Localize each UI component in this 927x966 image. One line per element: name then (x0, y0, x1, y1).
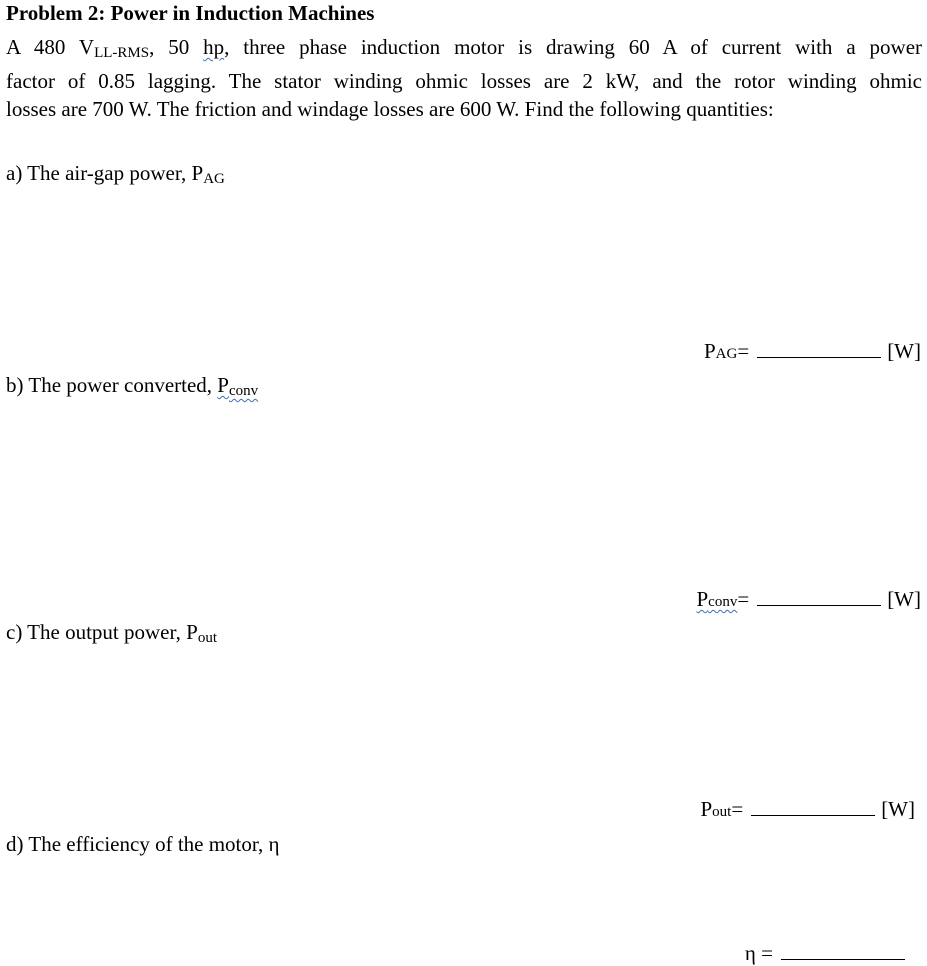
answer-c (700, 796, 915, 825)
question-b-subscript: conv (228, 383, 259, 399)
question-b (6, 372, 258, 404)
statement-line-3: losses are 700 W. The friction and windage losses are 600 W. Find the following quantities: (6, 97, 774, 121)
answer-b-equals: = (737, 587, 750, 611)
question-b-symbol: P (217, 373, 229, 397)
question-a-subscript: AG (203, 171, 225, 187)
answer-d-symbol: η = (744, 941, 773, 965)
answer-c-equals: = (731, 797, 744, 821)
answer-a (704, 338, 921, 367)
answer-a-unit: [W] (887, 339, 921, 363)
question-a-label: a) The air-gap power, P (6, 161, 204, 185)
question-b-label: b) The power converted, (6, 373, 218, 397)
answer-c-symbol: P (700, 797, 713, 821)
answer-c-unit: [W] (881, 797, 915, 821)
answer-b-symbol: P (696, 587, 709, 611)
answer-b-subscript: conv (708, 594, 738, 610)
statement-line-1 (6, 33, 922, 67)
answer-a-symbol: P (703, 339, 716, 363)
voltage-subscript: LL-RMS (94, 45, 150, 61)
answer-c-blank[interactable] (751, 797, 875, 816)
answer-b (696, 586, 921, 615)
hp-spellcheck-word: hp (203, 35, 225, 59)
statement-line-1-start: A 480 V (6, 35, 95, 59)
answer-b-unit: [W] (887, 587, 921, 611)
answer-a-subscript: AG (715, 346, 738, 362)
question-d (6, 831, 280, 857)
answer-d-blank[interactable] (781, 941, 905, 960)
question-c-subscript: out (197, 630, 217, 646)
answer-a-blank[interactable] (757, 339, 881, 358)
answer-a-equals: = (737, 339, 750, 363)
statement-line-2: factor of 0.85 lagging. The stator winding ohmic losses are 2 kW, and the rotor winding ohmic (6, 69, 922, 93)
problem-title: Problem 2: Power in Induction Machines (6, 1, 375, 25)
question-c-label: c) The output power, P (6, 620, 198, 644)
problem-statement (6, 33, 922, 123)
question-a (6, 160, 225, 192)
answer-c-subscript: out (712, 804, 732, 820)
statement-line-1-mid: , 50 (149, 35, 204, 59)
question-d-label: d) The efficiency of the motor, η (6, 832, 280, 856)
answer-b-blank[interactable] (757, 587, 881, 606)
statement-line-1-end: , three phase induction motor is drawing 60 A of current with a power (224, 35, 923, 59)
question-c (6, 619, 217, 651)
answer-d (745, 940, 905, 966)
